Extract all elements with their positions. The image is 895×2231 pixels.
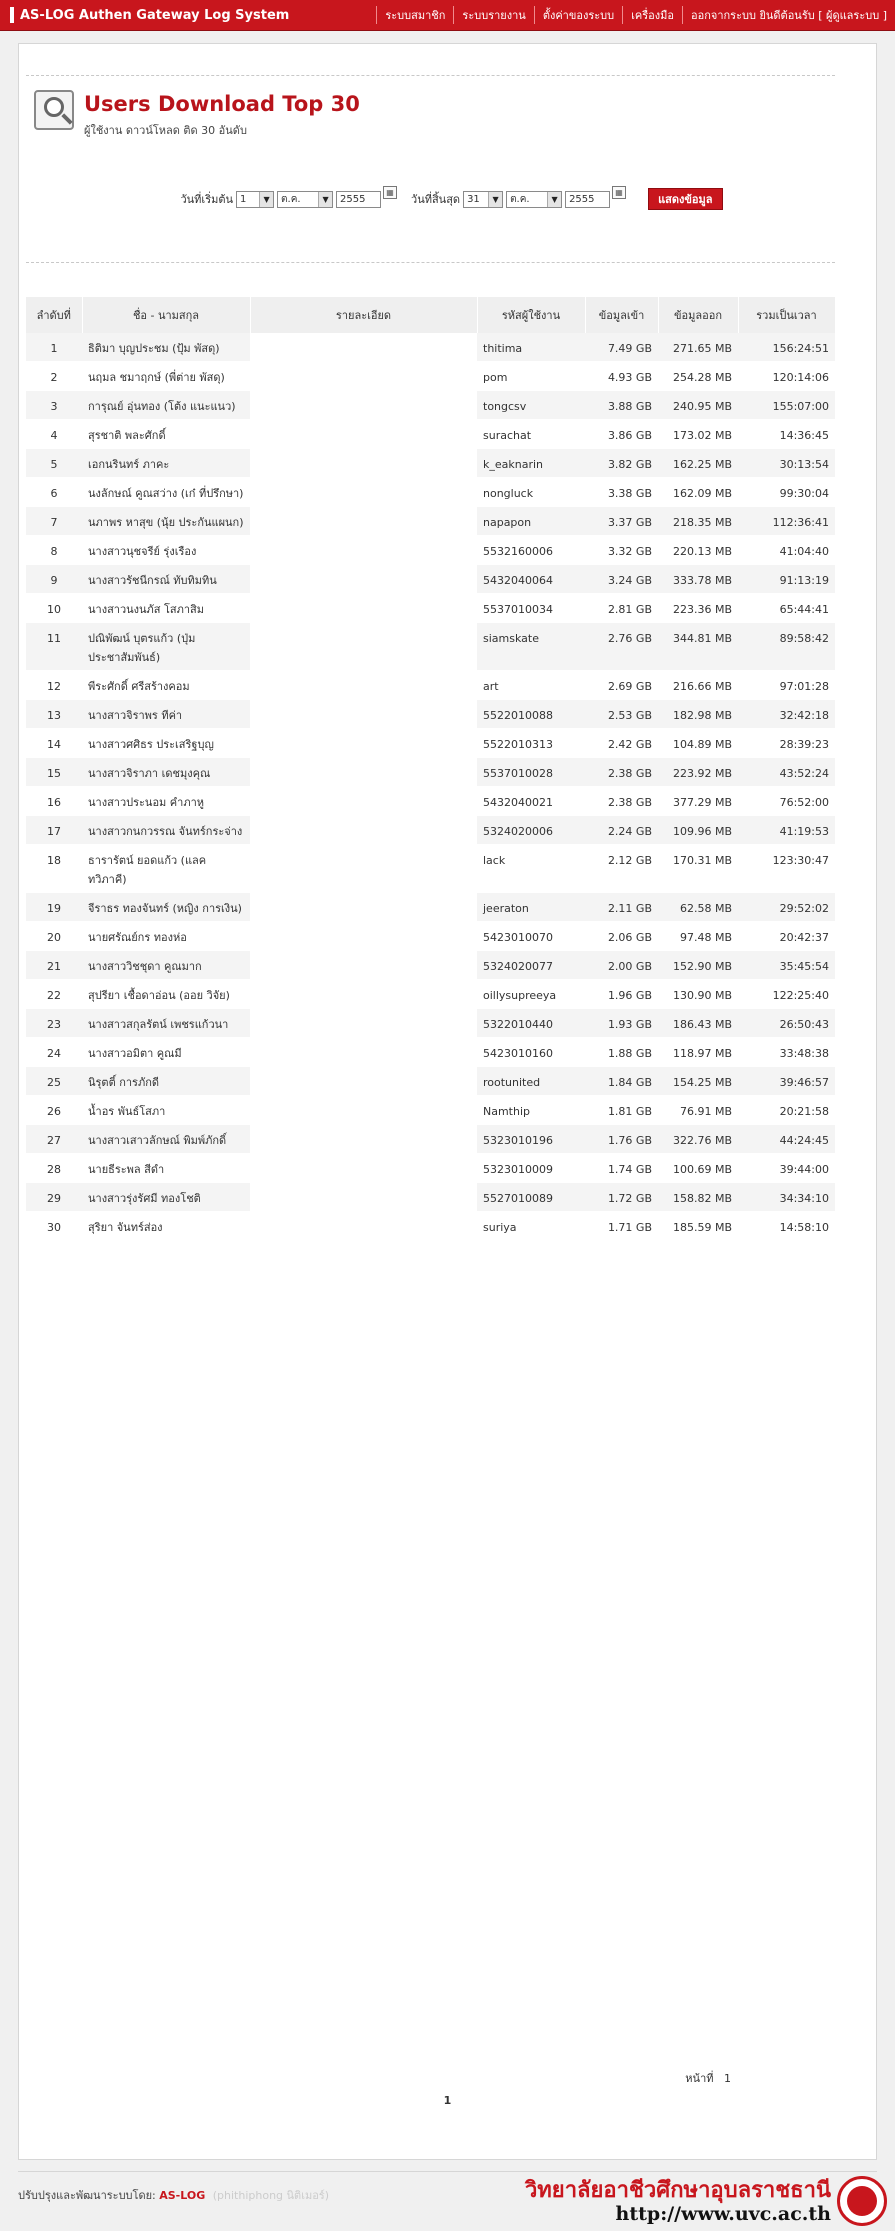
out-cell: 130.90 MB [658,980,738,1009]
detail-cell [250,816,477,845]
rank-cell: 3 [26,391,82,420]
detail-cell [250,362,477,391]
rank-cell: 14 [26,729,82,758]
in-cell: 3.24 GB [585,565,658,594]
in-cell: 2.38 GB [585,758,658,787]
user-cell: tongcsv [477,391,585,420]
rank-cell: 26 [26,1096,82,1125]
user-cell: lack [477,845,585,893]
table-row [26,623,835,671]
in-cell: 2.69 GB [585,671,658,700]
time-cell: 120:14:06 [738,362,835,391]
user-cell: art [477,671,585,700]
out-cell: 182.98 MB [658,700,738,729]
table-row [26,1154,835,1183]
rank-cell: 11 [26,623,82,671]
name-cell: นฤมล ชมาฤกษ์ (พี่ต่าย พัสดุ) [82,362,250,391]
detail-cell [250,1038,477,1067]
table-row [26,922,835,951]
detail-cell [250,420,477,449]
time-cell: 41:19:53 [738,816,835,845]
name-cell: นางสาวจิราพร ทีค่า [82,700,250,729]
name-cell: ปณิพัฒน์ บุตรแก้ว (ปุ่ม ประชาสัมพันธ์) [82,623,250,671]
name-cell: นายศรัณย์กร ทองห่อ [82,922,250,951]
detail-cell [250,845,477,893]
table-row [26,536,835,565]
top-bar [0,0,895,31]
table-row [26,478,835,507]
name-cell: สุรชาติ พละศักดิ์ [82,420,250,449]
in-cell: 4.93 GB [585,362,658,391]
detail-cell [250,980,477,1009]
rank-cell: 2 [26,362,82,391]
col-in: ข้อมูลเข้า [585,297,658,333]
divider [26,75,835,76]
page-title: Users Download Top 30 [84,92,360,116]
page-header [34,90,360,139]
user-cell: 5522010088 [477,700,585,729]
out-cell: 216.66 MB [658,671,738,700]
out-cell: 223.92 MB [658,758,738,787]
user-cell: 5432040021 [477,787,585,816]
table-row [26,1096,835,1125]
in-cell: 3.37 GB [585,507,658,536]
detail-cell [250,700,477,729]
out-cell: 158.82 MB [658,1183,738,1212]
user-cell: 5322010440 [477,1009,585,1038]
rank-cell: 16 [26,787,82,816]
rank-cell: 28 [26,1154,82,1183]
in-cell: 1.76 GB [585,1125,658,1154]
name-cell: การุณย์ อุ่นทอง (โต้ง แนะแนว) [82,391,250,420]
end-date-label: วันที่สิ้นสุด [411,193,461,206]
college-name: วิทยาลัยอาชีวศึกษาอุบลราชธานี [524,2177,831,2203]
user-cell: Namthip [477,1096,585,1125]
download-table [26,297,836,1241]
out-cell: 152.90 MB [658,951,738,980]
detail-cell [250,671,477,700]
start-year-input[interactable]: 2555 [336,191,381,208]
out-cell: 218.35 MB [658,507,738,536]
user-cell: 5323010009 [477,1154,585,1183]
time-cell: 43:52:24 [738,758,835,787]
time-cell: 97:01:28 [738,671,835,700]
out-cell: 109.96 MB [658,816,738,845]
rank-cell: 12 [26,671,82,700]
detail-cell [250,729,477,758]
out-cell: 162.09 MB [658,478,738,507]
rank-cell: 20 [26,922,82,951]
chevron-down-icon: ▼ [547,192,561,207]
col-detail: รายละเอียด [250,297,477,333]
detail-cell [250,507,477,536]
detail-cell [250,391,477,420]
time-cell: 76:52:00 [738,787,835,816]
pager [19,2094,876,2107]
time-cell: 99:30:04 [738,478,835,507]
user-cell: 5324020077 [477,951,585,980]
date-filter [19,188,876,210]
time-cell: 26:50:43 [738,1009,835,1038]
user-cell: 5423010160 [477,1038,585,1067]
rank-cell: 8 [26,536,82,565]
user-cell: jeeraton [477,893,585,922]
in-cell: 2.11 GB [585,893,658,922]
user-cell: suriya [477,1212,585,1241]
time-cell: 14:36:45 [738,420,835,449]
time-cell: 122:25:40 [738,980,835,1009]
user-cell: k_eaknarin [477,449,585,478]
user-cell: 5537010034 [477,594,585,623]
out-cell: 254.28 MB [658,362,738,391]
college-logo [525,2176,887,2226]
time-cell: 91:13:19 [738,565,835,594]
rank-cell: 4 [26,420,82,449]
name-cell: ธิติมา บุญประชม (ปุ้ม พัสดุ) [82,333,250,362]
user-cell: surachat [477,420,585,449]
in-cell: 1.74 GB [585,1154,658,1183]
time-cell: 39:44:00 [738,1154,835,1183]
rank-cell: 17 [26,816,82,845]
rank-cell: 18 [26,845,82,893]
in-cell: 2.38 GB [585,787,658,816]
rank-cell: 7 [26,507,82,536]
name-cell: พีระศักดิ์ ศรีสร้างคอม [82,671,250,700]
user-cell: nongluck [477,478,585,507]
name-cell: นางสาวรุ่งรัศมี ทองโชติ [82,1183,250,1212]
user-cell: rootunited [477,1067,585,1096]
in-cell: 1.96 GB [585,980,658,1009]
chevron-down-icon: ▼ [259,192,273,207]
user-cell: 5537010028 [477,758,585,787]
out-cell: 100.69 MB [658,1154,738,1183]
user-cell: 5423010070 [477,922,585,951]
time-cell: 155:07:00 [738,391,835,420]
table-row [26,816,835,845]
name-cell: นางสาวรัชนีกรณ์ ทับทิมทิน [82,565,250,594]
pager-current[interactable]: 1 [443,2094,452,2107]
out-cell: 170.31 MB [658,845,738,893]
content-panel [18,43,877,2160]
out-cell: 322.76 MB [658,1125,738,1154]
name-cell: เอกนรินทร์ ภาคะ [82,449,250,478]
time-cell: 44:24:45 [738,1125,835,1154]
rank-cell: 22 [26,980,82,1009]
start-date-label: วันที่เริ่มต้น [180,193,234,206]
name-cell: สุริยา จันทร์ส่อง [82,1212,250,1241]
name-cell: นางสาวนงนภัส โสภาสิม [82,594,250,623]
user-cell: oillysupreeya [477,980,585,1009]
in-cell: 2.81 GB [585,594,658,623]
end-month-select[interactable]: ต.ค. ▼ [506,191,562,208]
in-cell: 2.24 GB [585,816,658,845]
end-day-select[interactable]: 31 ▼ [463,191,503,208]
user-cell: 5324020006 [477,816,585,845]
name-cell: จีราธร ทองจันทร์ (หญิง การเงิน) [82,893,250,922]
col-out: ข้อมูลออก [658,297,738,333]
out-cell: 377.29 MB [658,787,738,816]
app-brand[interactable] [0,0,289,30]
show-data-button[interactable]: แสดงข้อมูล [648,188,722,210]
name-cell: นางสาวศศิธร ประเสริฐบุญ [82,729,250,758]
rank-cell: 15 [26,758,82,787]
nav-members[interactable]: ระบบสมาชิก [376,6,453,24]
detail-cell [250,1183,477,1212]
chevron-down-icon: ▼ [488,192,502,207]
detail-cell [250,1096,477,1125]
time-cell: 28:39:23 [738,729,835,758]
detail-cell [250,922,477,951]
table-row [26,845,835,893]
time-cell: 41:04:40 [738,536,835,565]
name-cell: นงลักษณ์ คูณสว่าง (เก๋ ที่ปรึกษา) [82,478,250,507]
time-cell: 156:24:51 [738,333,835,362]
detail-cell [250,951,477,980]
detail-cell [250,1212,477,1241]
table-row [26,565,835,594]
name-cell: นางสาวเสาวลักษณ์ พิมพ์ภักดิ์ [82,1125,250,1154]
calendar-icon[interactable]: ▦ [383,186,397,199]
detail-cell [250,449,477,478]
detail-cell [250,1125,477,1154]
report-search-icon [34,90,74,130]
user-cell: thitima [477,333,585,362]
out-cell: 62.58 MB [658,893,738,922]
chevron-down-icon: ▼ [318,192,332,207]
out-cell: 185.59 MB [658,1212,738,1241]
col-name: ชื่อ - นามสกุล [82,297,250,333]
col-rank: ลำดับที่ [26,297,82,333]
end-year-input[interactable]: 2555 [565,191,610,208]
time-cell: 32:42:18 [738,700,835,729]
user-cell: 5532160006 [477,536,585,565]
name-cell: สุปรียา เชื้อดาอ่อน (ออย วิจัย) [82,980,250,1009]
detail-cell [250,536,477,565]
table-row [26,729,835,758]
footer-credit-faint: (phithiphong นิติเมอร์) [212,2189,330,2202]
table-row [26,391,835,420]
time-cell: 39:46:57 [738,1067,835,1096]
in-cell: 2.42 GB [585,729,658,758]
table-row [26,362,835,391]
start-day-select[interactable]: 1 ▼ [236,191,274,208]
rank-cell: 23 [26,1009,82,1038]
detail-cell [250,758,477,787]
rank-cell: 10 [26,594,82,623]
in-cell: 1.88 GB [585,1038,658,1067]
name-cell: นภาพร หาสุข (นุ้ย ประกันแผนก) [82,507,250,536]
table-row [26,1067,835,1096]
detail-cell [250,565,477,594]
name-cell: นางสาวนุชจรีย์ รุ่งเรือง [82,536,250,565]
divider [26,262,835,263]
table-row [26,671,835,700]
name-cell: นางสาวอมิตา คูณมี [82,1038,250,1067]
table-row [26,420,835,449]
rank-cell: 29 [26,1183,82,1212]
in-cell: 2.06 GB [585,922,658,951]
user-cell: siamskate [477,623,585,671]
out-cell: 162.25 MB [658,449,738,478]
nav-reports[interactable]: ระบบรายงาน [453,6,533,24]
table-row [26,1212,835,1241]
in-cell: 3.38 GB [585,478,658,507]
out-cell: 344.81 MB [658,623,738,671]
time-cell: 34:34:10 [738,1183,835,1212]
rank-cell: 1 [26,333,82,362]
rank-cell: 19 [26,893,82,922]
user-cell: 5323010196 [477,1125,585,1154]
col-user: รหัสผู้ใช้งาน [477,297,585,333]
out-cell: 186.43 MB [658,1009,738,1038]
time-cell: 123:30:47 [738,845,835,893]
name-cell: นายธีระพล สีดำ [82,1154,250,1183]
out-cell: 97.48 MB [658,922,738,951]
in-cell: 3.82 GB [585,449,658,478]
col-time: รวมเป็นเวลา [738,297,835,333]
time-cell: 35:45:54 [738,951,835,980]
start-month-select[interactable]: ต.ค. ▼ [277,191,333,208]
rank-cell: 13 [26,700,82,729]
detail-cell [250,1067,477,1096]
name-cell: นางสาวจิราภา เดชมุงคุณ [82,758,250,787]
user-cell: napapon [477,507,585,536]
out-cell: 333.78 MB [658,565,738,594]
nav-settings[interactable]: ตั้งค่าของระบบ [534,6,622,24]
rank-cell: 6 [26,478,82,507]
page-info: หน้าที่ 1 [685,2072,731,2085]
table-row [26,1009,835,1038]
time-cell: 112:36:41 [738,507,835,536]
in-cell: 1.72 GB [585,1183,658,1212]
table-row [26,787,835,816]
in-cell: 3.86 GB [585,420,658,449]
detail-cell [250,893,477,922]
name-cell: นางสาววิชชุดา คูณมาก [82,951,250,980]
main-nav [370,0,895,30]
nav-logout[interactable]: ออกจากระบบ ยินดีต้อนรับ [ ผู้ดูแลระบบ ] [682,6,895,24]
detail-cell [250,1154,477,1183]
out-cell: 223.36 MB [658,594,738,623]
in-cell: 1.71 GB [585,1212,658,1241]
in-cell: 7.49 GB [585,333,658,362]
out-cell: 220.13 MB [658,536,738,565]
user-cell: 5527010089 [477,1183,585,1212]
time-cell: 30:13:54 [738,449,835,478]
in-cell: 3.32 GB [585,536,658,565]
table-header-row [26,297,835,333]
name-cell: นางสาวกนกวรรณ จันทร์กระจ่าง [82,816,250,845]
table-row [26,449,835,478]
table-row [26,1125,835,1154]
table-row [26,980,835,1009]
time-cell: 33:48:38 [738,1038,835,1067]
detail-cell [250,787,477,816]
detail-cell [250,623,477,671]
table-row [26,1183,835,1212]
time-cell: 20:42:37 [738,922,835,951]
detail-cell [250,333,477,362]
calendar-icon[interactable]: ▦ [612,186,626,199]
in-cell: 2.53 GB [585,700,658,729]
out-cell: 154.25 MB [658,1067,738,1096]
table-row [26,758,835,787]
user-cell: 5432040064 [477,565,585,594]
table-row [26,700,835,729]
page-subtitle: ผู้ใช้งาน ดาวน์โหลด ติด 30 อันดับ [84,124,247,137]
out-cell: 173.02 MB [658,420,738,449]
name-cell: น้ำอร พันธ์โสภา [82,1096,250,1125]
time-cell: 89:58:42 [738,623,835,671]
table-row [26,507,835,536]
college-url[interactable]: http://www.uvc.ac.th [615,2203,831,2225]
college-seal-icon [837,2176,887,2226]
name-cell: นางสาวประนอม คำภาหู [82,787,250,816]
time-cell: 20:21:58 [738,1096,835,1125]
time-cell: 29:52:02 [738,893,835,922]
rank-cell: 24 [26,1038,82,1067]
out-cell: 76.91 MB [658,1096,738,1125]
rank-cell: 21 [26,951,82,980]
rank-cell: 5 [26,449,82,478]
time-cell: 65:44:41 [738,594,835,623]
rank-cell: 25 [26,1067,82,1096]
in-cell: 1.84 GB [585,1067,658,1096]
rank-cell: 9 [26,565,82,594]
table-row [26,333,835,362]
out-cell: 271.65 MB [658,333,738,362]
table-row [26,1038,835,1067]
user-cell: pom [477,362,585,391]
footer-credit-link[interactable]: AS-LOG [159,2189,206,2202]
name-cell: นางสาวสกุลรัตน์ เพชรแก้วนา [82,1009,250,1038]
in-cell: 2.76 GB [585,623,658,671]
name-cell: นิรุตติ์ การภักดี [82,1067,250,1096]
rank-cell: 30 [26,1212,82,1241]
in-cell: 3.88 GB [585,391,658,420]
app-title: AS-LOG Authen Gateway Log System [20,7,290,23]
out-cell: 118.97 MB [658,1038,738,1067]
detail-cell [250,594,477,623]
table-row [26,951,835,980]
in-cell: 1.81 GB [585,1096,658,1125]
detail-cell [250,478,477,507]
table-row [26,594,835,623]
nav-tools[interactable]: เครื่องมือ [622,6,682,24]
footer-credit-label: ปรับปรุงและพัฒนาระบบโดย: [18,2189,156,2202]
in-cell: 1.93 GB [585,1009,658,1038]
name-cell: ธารารัตน์ ยอดแก้ว (แลค ทวิภาคี) [82,845,250,893]
out-cell: 104.89 MB [658,729,738,758]
time-cell: 14:58:10 [738,1212,835,1241]
out-cell: 240.95 MB [658,391,738,420]
detail-cell [250,1009,477,1038]
in-cell: 2.00 GB [585,951,658,980]
user-cell: 5522010313 [477,729,585,758]
rank-cell: 27 [26,1125,82,1154]
in-cell: 2.12 GB [585,845,658,893]
page-number: 1 [724,2072,731,2085]
table-row [26,893,835,922]
